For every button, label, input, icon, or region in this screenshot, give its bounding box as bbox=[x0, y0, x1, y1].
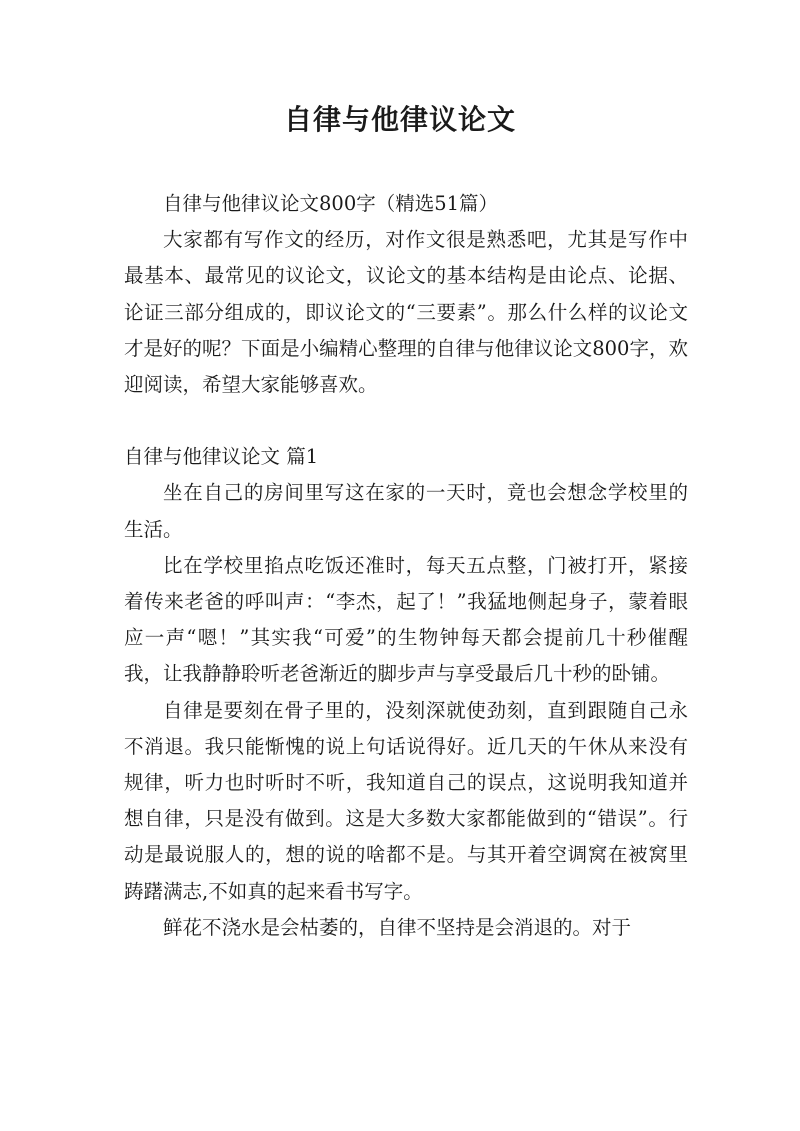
document-body bbox=[124, 186, 688, 946]
intro-heading: 自律与他律议论文800字（精选51篇） bbox=[163, 192, 499, 215]
intro-paragraph: 大家都有写作文的经历，对作文很是熟悉吧，尤其是写作中最基本、最常见的议论文，议论文的基本结构是由论点、论据、论证三部分组成的，即议论文的“三要素”。那么什么样的议论文才是好的呢？下面是小编精心整理的自律与他律议论文800字，欢迎阅读，希望大家能够喜欢。 bbox=[124, 228, 688, 397]
section-spacer bbox=[124, 403, 688, 439]
document-title: 自律与他律议论文 bbox=[283, 103, 516, 136]
section-heading: 自律与他律议论文 篇1 bbox=[124, 445, 319, 469]
body-paragraph: 自律是要刻在骨子里的，没刻深就使劲刻，直到跟随自己永不消退。我只能惭愧的说上句话说得好。近几天的午休从来没有规律，听力也时听时不听，我知道自己的误点，这说明我知道并想自律，只是没有做到。这是大多数大家都能做到的“错误”。行动是最说服人的，想的说的啥都不是。与其开着空调窝在被窝里踌躇满志,不如真的起来看书写字。 bbox=[124, 698, 688, 903]
body-paragraph: 鲜花不浇水是会枯萎的，自律不坚持是会消退的。对于 bbox=[163, 915, 632, 939]
body-paragraph: 坐在自己的房间里写这在家的一天时，竟也会想念学校里的生活。 bbox=[124, 481, 688, 541]
body-paragraph: 比在学校里掐点吃饭还准时，每天五点整，门被打开，紧接着传来老爸的呼叫声：“李杰，起了！”我猛地侧起身子，蒙着眼应一声“嗯！”其实我“可爱”的生物钟每天都会提前几十秒催醒我，让我静静聆听老爸渐近的脚步声与享受最后几十秒的卧铺。 bbox=[124, 553, 688, 686]
